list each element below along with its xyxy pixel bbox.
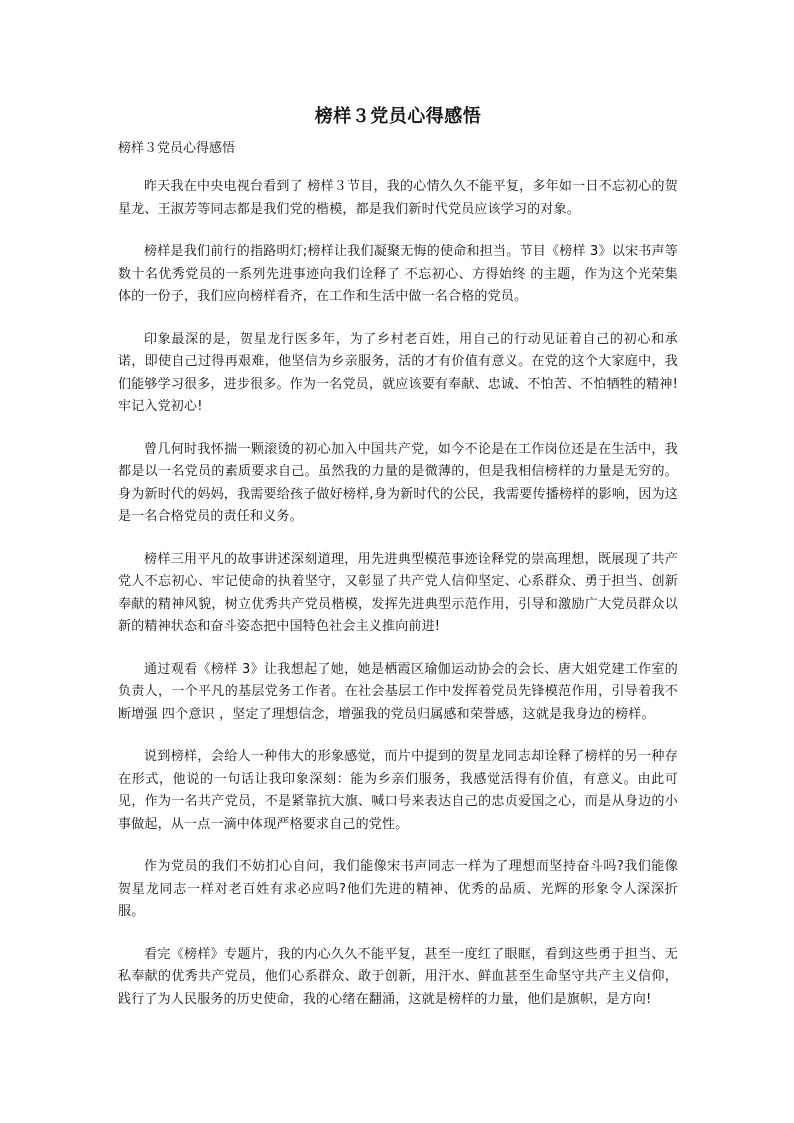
paragraph: 榜样是我们前行的指路明灯;榜样让我们凝聚无悔的使命和担当。节目《榜样 3》以宋书声等数十名优秀党员的一系列先进事迹向我们诠释了 不忘初心、方得始终 的主题，作为这个光荣集体的一份子，我们应向榜样看齐，在工作和生活中做一名合格的党员。 [118,244,678,304]
paragraph: 说到榜样，会给人一种伟大的形象感觉，而片中提到的贺星龙同志却诠释了榜样的另一种存在形式，他说的一句话让我印象深刻：能为乡亲们服务，我感觉活得有价值，有意义。由此可见，作为一名共产党员，不是紧靠抗大旗、喊口号来表达自己的忠贞爱国之心，而是从身边的小事做起，从一点一滴中体现严格要求自己的党性。 [118,749,678,832]
paragraph: 看完《榜样》专题片，我的内心久久不能平复，甚至一度红了眼眶，看到这些勇于担当、无私奉献的优秀共产党员，他们心系群众、敢于创新，用汗水、鲜血甚至生命坚守共产主义信仰，践行了为人民服务的历史使命，我的心绪在翻涌，这就是榜样的力量，他们是旗帜，是方向! [118,946,678,1007]
document-subtitle: 榜样３党员心得感悟 [118,141,236,156]
document-title: 榜样３党员心得感悟 [314,106,482,127]
document-page [118,104,678,1031]
paragraph: 榜样三用平凡的故事讲述深刻道理，用先进典型模范事迹诠释党的崇高理想，既展现了共产党人不忘初心、牢记使命的执着坚守，又彰显了共产党人信仰坚定、心系群众、勇于担当、创新奉献的精神风貌，树立优秀共产党员楷模，发挥先进典型示范作用，引导和激励广大党员群众以新的精神状态和奋斗姿态把中国特色社会主义推向前进! [118,551,678,634]
paragraph: 通过观看《榜样 3》让我想起了她，她是栖霞区瑜伽运动协会的会长、唐大姐党建工作室的负责人，一个平凡的基层党务工作者。在社会基层工作中发挥着党员先锋模范作用，引导着我不断增强 四个意识 ，坚定了理想信念，增强我的党员归属感和荣誉感，这就是我身边的榜样。 [118,661,678,722]
paragraph: 昨天我在中央电视台看到了 榜样３节目，我的心情久久不能平复，多年如一日不忘初心的贺星龙、王淑芳等同志都是我们党的楷模，都是我们新时代党员应该学习的对象。 [118,179,678,217]
paragraph: 印象最深的是，贺星龙行医多年，为了乡村老百姓，用自己的行动见证着自己的初心和承诺，即使自己过得再艰难，他坚信为乡亲服务，活的才有价值有意义。在党的这个大家庭中，我们能够学习很多，进步很多。作为一名党员，就应该要有奉献、忠诚、不怕苦、不怕牺牲的精神!牢记入党初心! [118,331,678,414]
paragraph: 作为党员的我们不妨扪心自问，我们能像宋书声同志一样为了理想而坚持奋斗吗?我们能像贺星龙同志一样对老百姓有求必应吗?他们先进的精神、优秀的品质、光辉的形象令人深深折服。 [118,859,678,919]
paragraph: 曾几何时我怀揣一颗滚烫的初心加入中国共产党，如今不论是在工作岗位还是在生活中，我都是以一名党员的素质要求自己。虽然我的力量的是微薄的，但是我相信榜样的力量是无穷的。身为新时代的妈妈，我需要给孩子做好榜样,身为新时代的公民，我需要传播榜样的影响，因为这是一名合格党员的责任和义务。 [118,441,678,524]
